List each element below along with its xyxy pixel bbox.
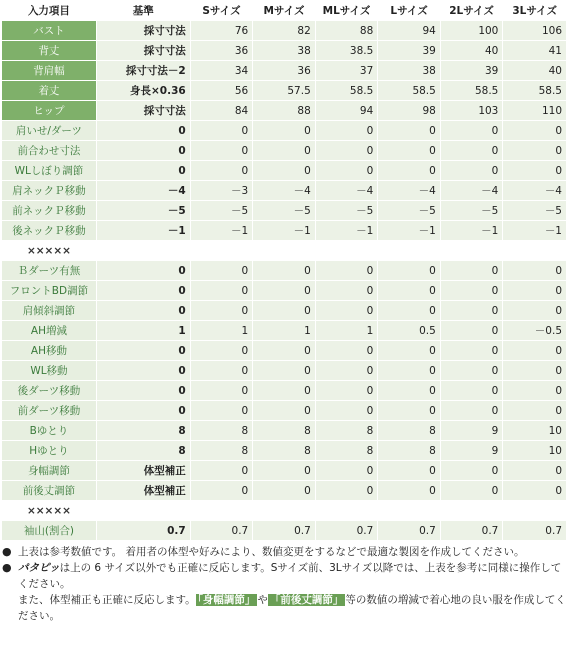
value-cell: 10 (503, 421, 566, 440)
value-cell: 38 (378, 61, 440, 80)
note-2-body: は上の 6 サイズ以外でも正確に反応します。Sサイズ前、3Lサイズ以降では、上表を参考に同様に操作してください。 (18, 562, 562, 590)
value-cell: 0 (503, 301, 566, 320)
separator-mark: ××××× (2, 501, 96, 520)
table-row (2, 81, 566, 100)
base-cell: 体型補正 (97, 481, 190, 500)
value-cell: 0 (191, 141, 253, 160)
base-cell: 身長×0.36 (97, 81, 190, 100)
value-cell: 0 (191, 281, 253, 300)
value-cell: 0 (316, 261, 378, 280)
header-cell: 3Lサイズ (503, 1, 566, 20)
value-cell: 0 (191, 401, 253, 420)
value-cell: 10 (503, 441, 566, 460)
value-cell: 0.7 (316, 521, 378, 540)
value-cell: 0 (316, 381, 378, 400)
value-cell: 0 (378, 361, 440, 380)
value-cell: －0.5 (503, 321, 566, 340)
row-label: ヒップ (2, 101, 96, 120)
table-row (2, 141, 566, 160)
brand-name: パタピッ (18, 562, 60, 574)
value-cell: 0 (191, 381, 253, 400)
value-cell: 0 (378, 301, 440, 320)
value-cell: 38.5 (316, 41, 378, 60)
table-row (2, 201, 566, 220)
row-label: Ｂダーツ有無 (2, 261, 96, 280)
value-cell: 8 (191, 421, 253, 440)
value-cell: －1 (441, 221, 503, 240)
value-cell: －1 (378, 221, 440, 240)
value-cell: 0 (378, 481, 440, 500)
separator-row (2, 501, 566, 520)
table-row (2, 361, 566, 380)
value-cell: 0 (316, 141, 378, 160)
value-cell: 36 (253, 61, 315, 80)
value-cell: 58.5 (503, 81, 566, 100)
header-cell: Mサイズ (253, 1, 315, 20)
value-cell: 0 (441, 381, 503, 400)
base-cell: 0 (97, 161, 190, 180)
base-cell: 0 (97, 401, 190, 420)
separator-blank (97, 241, 566, 260)
value-cell: 0 (316, 121, 378, 140)
value-cell: 0 (503, 361, 566, 380)
table-row (2, 121, 566, 140)
note-2 (2, 560, 567, 592)
value-cell: 0.7 (378, 521, 440, 540)
base-cell: 0 (97, 121, 190, 140)
value-cell: 0 (316, 481, 378, 500)
value-cell: 0 (191, 341, 253, 360)
badge-front-back-length: 「前後丈調節」 (269, 594, 344, 606)
value-cell: 0 (191, 461, 253, 480)
row-label: 背丈 (2, 41, 96, 60)
row-label: 袖山(割合) (2, 521, 96, 540)
base-cell: －1 (97, 221, 190, 240)
row-label: 前合わせ寸法 (2, 141, 96, 160)
value-cell: 0 (441, 161, 503, 180)
value-cell: 37 (316, 61, 378, 80)
base-cell: 体型補正 (97, 461, 190, 480)
header-cell: Sサイズ (191, 1, 253, 20)
value-cell: 0 (316, 301, 378, 320)
value-cell: 0 (378, 381, 440, 400)
value-cell: 88 (316, 21, 378, 40)
separator-row (2, 241, 566, 260)
value-cell: －5 (503, 201, 566, 220)
value-cell: 9 (441, 421, 503, 440)
row-label: 着丈 (2, 81, 96, 100)
table-row (2, 41, 566, 60)
note-text (18, 560, 567, 592)
value-cell: 0.7 (253, 521, 315, 540)
value-cell: 8 (253, 441, 315, 460)
value-cell: －5 (378, 201, 440, 220)
value-cell: －4 (253, 181, 315, 200)
value-cell: 0 (441, 341, 503, 360)
table-row (2, 281, 566, 300)
value-cell: －1 (191, 221, 253, 240)
base-cell: 0 (97, 361, 190, 380)
table-row (2, 521, 566, 540)
base-cell: 0 (97, 301, 190, 320)
table-row (2, 421, 566, 440)
value-cell: 40 (441, 41, 503, 60)
value-cell: 0.7 (503, 521, 566, 540)
table-row (2, 261, 566, 280)
value-cell: 1 (191, 321, 253, 340)
value-cell: 0 (503, 381, 566, 400)
value-cell: 0 (316, 401, 378, 420)
value-cell: 0 (253, 261, 315, 280)
bullet-icon: ● (2, 545, 12, 558)
value-cell: 0 (253, 281, 315, 300)
value-cell: 0 (441, 321, 503, 340)
value-cell: －5 (191, 201, 253, 220)
value-cell: 8 (191, 441, 253, 460)
value-cell: 0 (378, 141, 440, 160)
row-label: 肩ネックＰ移動 (2, 181, 96, 200)
row-label: AH移動 (2, 341, 96, 360)
value-cell: 98 (378, 101, 440, 120)
value-cell: 0 (441, 261, 503, 280)
value-cell: 0 (378, 121, 440, 140)
note-1 (2, 544, 567, 560)
value-cell: 40 (503, 61, 566, 80)
table-row (2, 101, 566, 120)
value-cell: 0 (316, 461, 378, 480)
value-cell: 0 (316, 341, 378, 360)
value-cell: 0 (316, 361, 378, 380)
row-label: 前ダーツ移動 (2, 401, 96, 420)
table-row (2, 461, 566, 480)
value-cell: 0 (503, 121, 566, 140)
table-row (2, 441, 566, 460)
value-cell: 94 (378, 21, 440, 40)
value-cell: 0.5 (378, 321, 440, 340)
value-cell: 0 (441, 121, 503, 140)
value-cell: 34 (191, 61, 253, 80)
value-cell: 56 (191, 81, 253, 100)
value-cell: 0 (503, 401, 566, 420)
table-row (2, 341, 566, 360)
row-label: WLしぼり調節 (2, 161, 96, 180)
value-cell: 0 (503, 461, 566, 480)
value-cell: 94 (316, 101, 378, 120)
value-cell: 0 (503, 481, 566, 500)
value-cell: 0 (316, 281, 378, 300)
row-label: フロントBD調節 (2, 281, 96, 300)
value-cell: 0 (503, 141, 566, 160)
table-row (2, 321, 566, 340)
header-cell: 入力項目 (2, 1, 96, 20)
table-row (2, 181, 566, 200)
row-label: バスト (2, 21, 96, 40)
value-cell: 41 (503, 41, 566, 60)
separator-mark: ××××× (2, 241, 96, 260)
value-cell: －5 (441, 201, 503, 220)
value-cell: 0 (503, 341, 566, 360)
value-cell: 38 (253, 41, 315, 60)
base-cell: 採寸寸法 (97, 101, 190, 120)
value-cell: －4 (378, 181, 440, 200)
value-cell: 0 (253, 121, 315, 140)
value-cell: 106 (503, 21, 566, 40)
base-cell: 0 (97, 281, 190, 300)
row-label: 後ダーツ移動 (2, 381, 96, 400)
value-cell: 0 (378, 341, 440, 360)
value-cell: 82 (253, 21, 315, 40)
note-3-suffix: 等の数値の増減で着心地の良い服を作成してください。 (18, 594, 566, 622)
value-cell: 0 (191, 121, 253, 140)
value-cell: －4 (503, 181, 566, 200)
value-cell: 0 (191, 161, 253, 180)
value-cell: 58.5 (441, 81, 503, 100)
value-cell: 1 (316, 321, 378, 340)
separator-blank (97, 501, 566, 520)
value-cell: 0 (191, 301, 253, 320)
value-cell: 58.5 (378, 81, 440, 100)
value-cell: 88 (253, 101, 315, 120)
value-cell: 57.5 (253, 81, 315, 100)
value-cell: 0 (441, 461, 503, 480)
table-row (2, 21, 566, 40)
bullet-icon: ● (2, 561, 12, 574)
value-cell: －5 (316, 201, 378, 220)
table-row (2, 221, 566, 240)
value-cell: 0 (191, 361, 253, 380)
note-3-prefix: また、体型補正も正確に反応します。 (18, 594, 196, 606)
value-cell: －3 (191, 181, 253, 200)
base-cell: －4 (97, 181, 190, 200)
value-cell: 0 (316, 161, 378, 180)
value-cell: －1 (316, 221, 378, 240)
row-label: Bゆとり (2, 421, 96, 440)
value-cell: 8 (316, 441, 378, 460)
value-cell: 0.7 (191, 521, 253, 540)
value-cell: 0 (253, 381, 315, 400)
table-row (2, 301, 566, 320)
base-cell: 8 (97, 421, 190, 440)
row-label: WL移動 (2, 361, 96, 380)
value-cell: 0 (191, 481, 253, 500)
base-cell: 1 (97, 321, 190, 340)
row-label: 肩傾斜調節 (2, 301, 96, 320)
value-cell: 0.7 (441, 521, 503, 540)
value-cell: 0 (441, 301, 503, 320)
value-cell: 0 (253, 361, 315, 380)
value-cell: －4 (441, 181, 503, 200)
row-label: 身幅調節 (2, 461, 96, 480)
table-row (2, 401, 566, 420)
base-cell: 採寸寸法－2 (97, 61, 190, 80)
note-3 (2, 592, 567, 624)
base-cell: 0.7 (97, 521, 190, 540)
value-cell: 8 (378, 421, 440, 440)
base-cell: 採寸寸法 (97, 21, 190, 40)
row-label: 前ネックＰ移動 (2, 201, 96, 220)
base-cell: 0 (97, 341, 190, 360)
value-cell: 8 (316, 421, 378, 440)
value-cell: 0 (441, 361, 503, 380)
value-cell: 0 (503, 281, 566, 300)
value-cell: －1 (503, 221, 566, 240)
table-row (2, 61, 566, 80)
base-cell: 0 (97, 141, 190, 160)
base-cell: －5 (97, 201, 190, 220)
value-cell: 76 (191, 21, 253, 40)
value-cell: 0 (253, 161, 315, 180)
value-cell: 100 (441, 21, 503, 40)
table-header-row (2, 1, 566, 20)
header-cell: MLサイズ (316, 1, 378, 20)
header-cell: 2Lサイズ (441, 1, 503, 20)
value-cell: 8 (253, 421, 315, 440)
value-cell: －4 (316, 181, 378, 200)
base-cell: 8 (97, 441, 190, 460)
badge-body-width: 「身幅調節」 (197, 594, 256, 606)
value-cell: 0 (191, 261, 253, 280)
value-cell: －1 (253, 221, 315, 240)
value-cell: 39 (378, 41, 440, 60)
value-cell: 39 (441, 61, 503, 80)
value-cell: 0 (378, 261, 440, 280)
note-text: 上表は参考数値です。 着用者の体型や好みにより、数値変更をするなどで最適な製図を作成してください。 (18, 546, 525, 558)
value-cell: 0 (253, 401, 315, 420)
table-row (2, 161, 566, 180)
notes-section (2, 544, 567, 624)
value-cell: 0 (253, 341, 315, 360)
header-cell: Lサイズ (378, 1, 440, 20)
value-cell: 110 (503, 101, 566, 120)
value-cell: 8 (378, 441, 440, 460)
value-cell: 0 (378, 281, 440, 300)
value-cell: 0 (378, 161, 440, 180)
value-cell: 0 (253, 461, 315, 480)
value-cell: 1 (253, 321, 315, 340)
row-label: 前後丈調節 (2, 481, 96, 500)
header-cell: 基準 (97, 1, 190, 20)
table-row (2, 381, 566, 400)
row-label: 背肩幅 (2, 61, 96, 80)
value-cell: 0 (441, 481, 503, 500)
value-cell: 0 (253, 481, 315, 500)
value-cell: 9 (441, 441, 503, 460)
value-cell: 0 (253, 141, 315, 160)
row-label: AH増減 (2, 321, 96, 340)
base-cell: 採寸寸法 (97, 41, 190, 60)
value-cell: 0 (441, 141, 503, 160)
value-cell: 84 (191, 101, 253, 120)
value-cell: 0 (441, 401, 503, 420)
value-cell: 103 (441, 101, 503, 120)
row-label: 肩いせ/ダーツ (2, 121, 96, 140)
value-cell: 0 (378, 401, 440, 420)
value-cell: 0 (441, 281, 503, 300)
value-cell: －5 (253, 201, 315, 220)
note-3-mid: や (257, 594, 268, 606)
size-table (1, 0, 567, 541)
value-cell: 0 (503, 161, 566, 180)
row-label: Hゆとり (2, 441, 96, 460)
value-cell: 0 (253, 301, 315, 320)
base-cell: 0 (97, 381, 190, 400)
value-cell: 58.5 (316, 81, 378, 100)
value-cell: 0 (378, 461, 440, 480)
base-cell: 0 (97, 261, 190, 280)
row-label: 後ネックＰ移動 (2, 221, 96, 240)
value-cell: 36 (191, 41, 253, 60)
value-cell: 0 (503, 261, 566, 280)
table-row (2, 481, 566, 500)
